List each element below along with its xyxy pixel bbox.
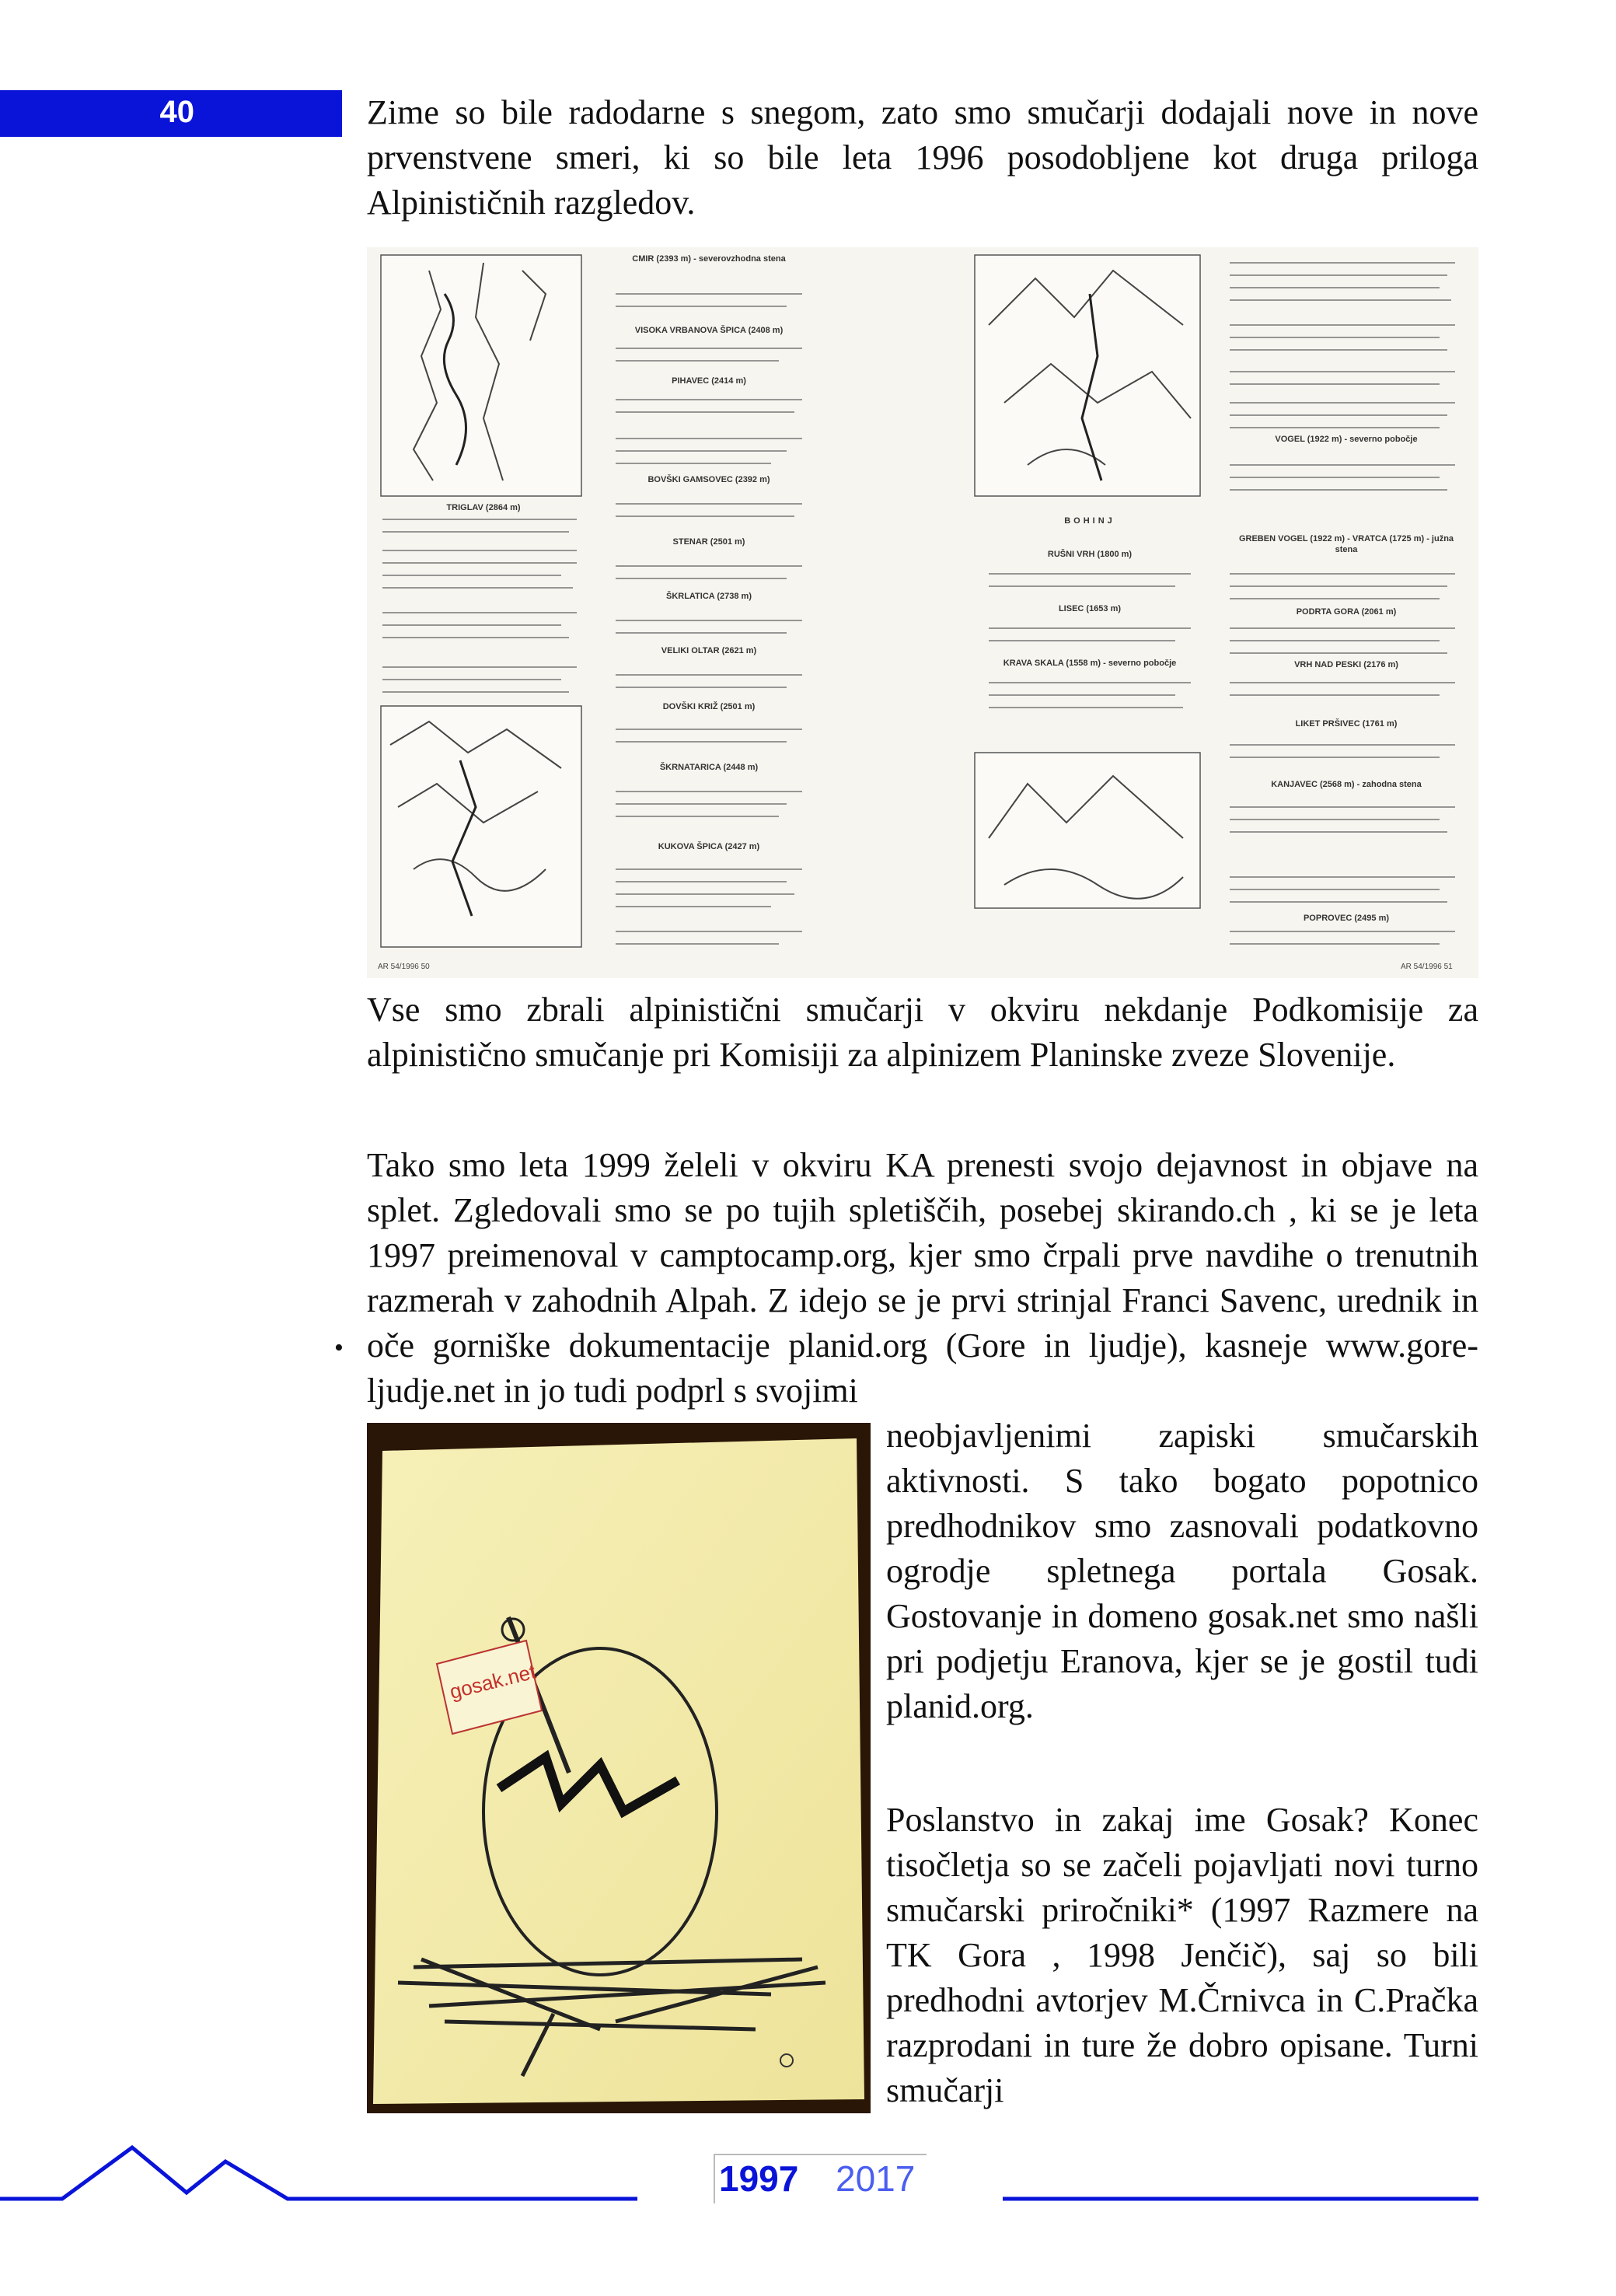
guide-heading: TRIGLAV (2864 m) [446,503,521,512]
guide-heading: ŠKRLATICA (2738 m) [665,592,752,601]
guide-heading: POPROVEC (2495 m) [1303,914,1390,923]
paragraph-collection: Vse smo zbrali alpinistični smučarji v okviru nekdanje Podkomisije za alpinistično smučanje pri Komisiji za alpinizem Planinske zveze Slovenije. [367,991,1478,1074]
guide-heading: KUKOVA ŠPICA (2427 m) [658,842,760,851]
guide-heading: KRAVA SKALA (1558 m) - severno pobočje [1003,659,1177,668]
guide-heading: BOVŠKI GAMSOVEC (2392 m) [647,475,770,484]
paragraph-mission: Poslanstvo in zakaj ime Gosak? Konec tisočletja so se začeli pojavljati novi turno smučarski priročniki* (1997 Razmere na TK Gora , 1998 Jenčič), saj so bili predhodni avtorjev M.Črnivca in C.Pračka razprodani in ture že dobro opisane. Turni smučarji [886,1801,1478,2109]
guide-footer-right: AR 54/1996 51 [1401,963,1453,971]
guide-heading: RUŠNI VRH (1800 m) [1047,550,1133,559]
footer-year-end: 2017 [836,2158,916,2199]
guide-heading: ŠKRNATARICA (2448 m) [659,763,759,772]
page-number-bar [0,90,342,137]
guide-heading: VOGEL (1922 m) - severno pobočje [1275,435,1418,444]
egg-drawing [367,1423,871,2113]
gosak-drawing-photo [367,1423,871,2113]
guide-heading: PIHAVEC (2414 m) [672,376,746,386]
guide-heading: PODRTA GORA (2061 m) [1296,607,1397,617]
page-number: 40 [159,95,194,129]
guide-heading: GREBEN VOGEL (1922 m) - VRATCA (1725 m) - južna stena [1238,534,1454,554]
paragraph-web-origins: Tako smo leta 1999 želeli v okviru KA prenesti svojo dejavnost in objave na splet. Zgledovali smo se po tujih spletiščih, posebej skirando.ch , ki se je leta 1997 preimenoval v camptocamp.org, kjer smo črpali prve navdihe o trenutnih razmerah v zahodnih Alpah. Z idejo se je prvi strinjal Franci Savenc, urednik in oče gorniške dokumentacije planid.org (Gore in ljudje), kasneje www.gore-ljudje.net in jo tudi podprl s svojimi [367,1146,1478,1410]
guide-heading: BOHINJ [1064,516,1115,526]
margin-bullet: • [334,1333,344,1362]
guide-footer-left: AR 54/1996 50 [378,963,430,971]
guide-heading: VISOKA VRBANOVA ŠPICA (2408 m) [634,326,784,335]
guide-heading: VELIKI OLTAR (2621 m) [661,646,757,655]
scanned-guide-pages [367,247,1478,978]
guide-heading: LIKET PRŠIVEC (1761 m) [1295,719,1398,729]
guide-heading: VRH NAD PESKI (2176 m) [1294,660,1398,669]
footer-year-start: 1997 [719,2158,799,2199]
paragraph-intro: Zime so bile radodarne s snegom, zato smo smučarji dodajali nove in nove prvenstvene smeri, ki so bile leta 1996 posodobljene kot druga priloga Alpinističnih razgledov. [367,93,1478,222]
guide-heading: DOVŠKI KRIŽ (2501 m) [662,702,756,711]
guide-heading: CMIR (2393 m) - severovzhodna stena [632,254,786,264]
guide-heading: KANJAVEC (2568 m) - zahodna stena [1271,780,1422,789]
flag-label: gosak.net [447,1659,539,1704]
guide-heading: STENAR (2501 m) [672,537,745,547]
paragraph-portal: neobjavljenimi zapiski smučarskih aktivnosti. S tako bogato popotnico predhodnikov smo zasnovali podatkovno ogrodje spletnega portala Gosak. Gostovanje in domeno gosak.net smo našli pri podjetju Eranova, kjer se je gostil tudi planid.org. [886,1417,1478,1725]
guide-heading: LISEC (1653 m) [1058,604,1122,613]
